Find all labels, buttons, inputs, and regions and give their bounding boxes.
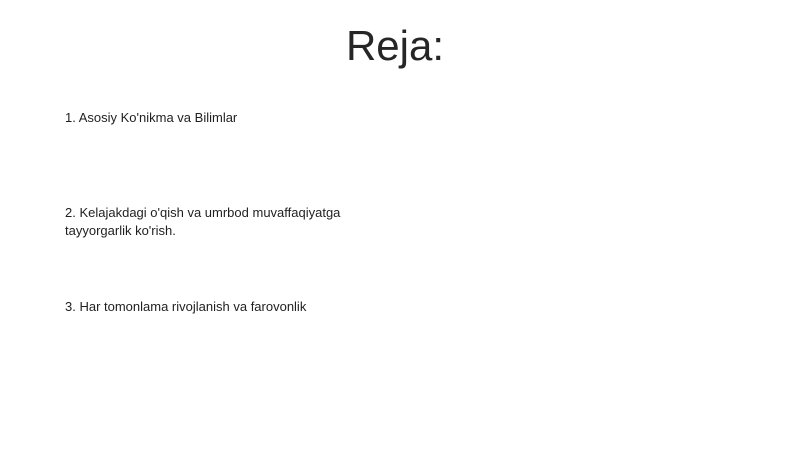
plan-item-1-line-1: 1. Asosiy Ko'nikma va Bilimlar bbox=[65, 110, 238, 125]
plan-item-1 bbox=[65, 109, 237, 127]
plan-item-2 bbox=[65, 204, 340, 240]
slide-title: Reja: bbox=[345, 22, 445, 69]
plan-item-2-line-2: tayyorgarlik ko'rish. bbox=[65, 223, 176, 238]
plan-item-3 bbox=[65, 298, 306, 316]
plan-item-2-line-1: 2. Kelajakdagi o'qish va umrbod muvaffaqiyatga bbox=[65, 205, 341, 220]
plan-item-3-line-1: 3. Har tomonlama rivojlanish va farovonlik bbox=[65, 299, 307, 314]
